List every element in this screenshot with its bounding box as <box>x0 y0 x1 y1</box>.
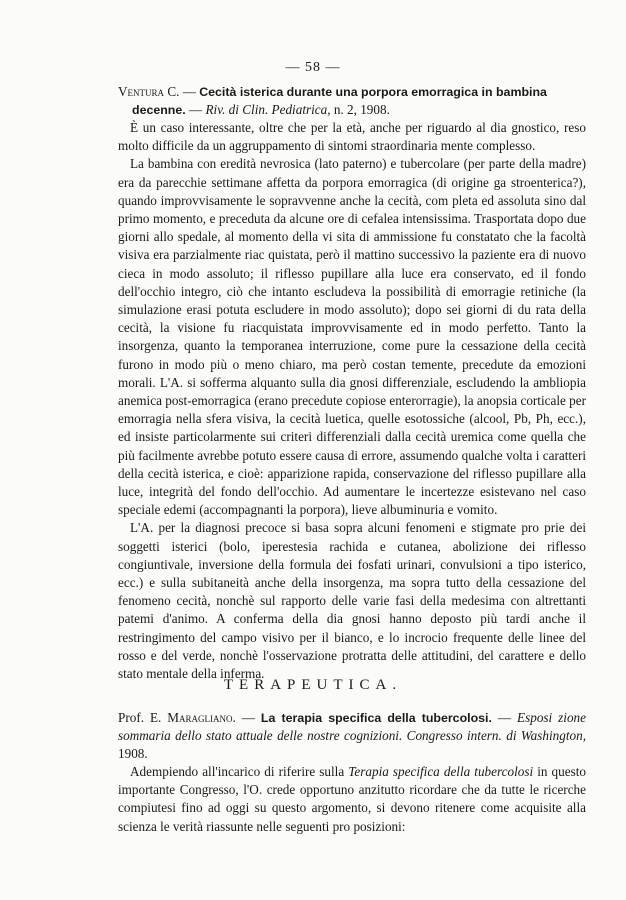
ref2-year: 1908. <box>118 746 148 761</box>
ref1-dash2: — <box>185 102 206 117</box>
para2-before: Adempiendo all'incarico di riferire sulla <box>130 764 349 779</box>
paragraph-terapia <box>118 763 586 836</box>
review-body <box>118 119 586 683</box>
para2-italic: Terapia specifica della tubercolosi <box>348 764 534 779</box>
ref1-dash: — <box>179 84 200 99</box>
section-title: TERAPEUTICA. <box>223 677 403 693</box>
terapeutica-body <box>118 763 586 836</box>
ref2-prefix: Prof. E. <box>118 710 168 725</box>
ref2-author: Maragliano. <box>167 710 236 725</box>
ref1-journal: Riv. di Clin. Pediatrica, <box>205 102 331 117</box>
ref1-hanging-line <box>118 101 586 119</box>
ref1-issue: n. 2, 1908. <box>330 102 390 117</box>
ref1-title-line1: Cecità isterica durante una porpora emorragica in bambina <box>199 85 547 99</box>
page-number: — 58 — <box>285 60 341 75</box>
ref2-journal: Esposi zione sommaria dello stato attuale delle nostre cognizioni. Congresso intern. di Washington, <box>118 710 586 743</box>
ref2-dash2: — <box>491 710 518 725</box>
para2-after: in questo importante Congresso, l'O. crede opportuno anzitutto ricordare che da tutte le ricerche compiutesi fino ad oggi su questo argomento, si devono ritenere come acquisite alla scienza le verità riassunte nelle seguenti pro posizioni: <box>118 764 586 834</box>
paragraph-case: La bambina con eredità nevrosica (lato paterno) e tubercolare (per parte della madre) era da parecchie settimane affetta da porpora emorragica (di origine ga stroenterica?), quando improvvisamente le sopravvenne anche la cecità, com pleta ed assoluta sino dal primo momento, e preceduta da alcune ore di cefalea intensissima. Trasportata dopo due giorni allo spedale, al momento della vi sita di ammissione fu constatato che la facoltà visiva era parzialmente riac quistata, però il mattino successivo la paziente era di nuovo cieca in modo assoluto; il riflesso pupillare alla luce era conservato, ed il fondo dell'occhio integro, ciò che intanto escludeva la possibilità di emorragie retiniche (la simulazione erasi potuta escludere in modo assoluto); dopo sei giorni di du rata della cecità, la visione fu riacquistata improvvisamente ed in modo perfetto. Tanto la insorgenza, quanto la temporanea interruzione, come pure la cessazione della cecità furono in modo più o meno chiaro, ma però costan temente, precedute da emozioni morali. L'A. si sofferma alquanto sulla dia gnosi differenziale, escludendo la ambliopia anemica post-emorragica (erano precedute copiose enterorragie), la anopsia corticale per emorragia nella sfera visiva, la cecità luetica, quelle esotossiche (alcool, Pb, Ph, ecc.), ed insiste particolarmente sui criteri differenziali dalla cecità uremica come quella che più facilmente avrebbe potuto essere causa di errore, assumendo qualche volta i caratteri della cecità isterica, e cioè: apparizione rapida, conservazione del riflesso pupillare alla luce, integrità del fondo dell'occhio. Ad aumentare le incertezze esistevano nel caso speciale edemi (accompagnanti la porpora), lieve albuminuria e vomito. <box>118 156 586 518</box>
paragraph-diagnosis: L'A. per la diagnosi precoce si basa sopra alcuni fenomeni e stigmate pro prie dei soggetti isterici (bolo, iperestesia rachida e cutanea, abolizione dei riflesso congiuntivale, inversione della formula dei fosfati urinari, convulsioni a tipo isterico, ecc.) e sulla subitaneità anche della insorgenza, ma sopra tutto della cessazione del fenomeno cecità, nonchè sul rapporto delle varie fasi della medesima con altrettanti patemi d'animo. A conferma della dia gnosi hanno deposto più tardi anche il restringimento del campo visivo per il bianco, e lo incrocio frequente delle linee del rosso e del verde, nonchè l'osservazione protratta delle attitudini, del carattere e dello stato mentale della inferma. <box>118 520 586 682</box>
reference-ventura <box>118 83 586 119</box>
ref2-dash: — <box>235 710 261 725</box>
ref2-title: La terapia specifica della tubercolosi. <box>260 711 492 725</box>
ref1-author: Ventura C. <box>118 84 180 99</box>
ref1-title-line2: decenne. <box>132 103 186 117</box>
reference-maragliano <box>118 709 586 763</box>
paragraph-intro: È un caso interessante, oltre che per la età, anche per riguardo al dia gnostico, reso molto difficile da un aggruppamento di sintomi straordinaria mente complesso. <box>118 120 586 154</box>
